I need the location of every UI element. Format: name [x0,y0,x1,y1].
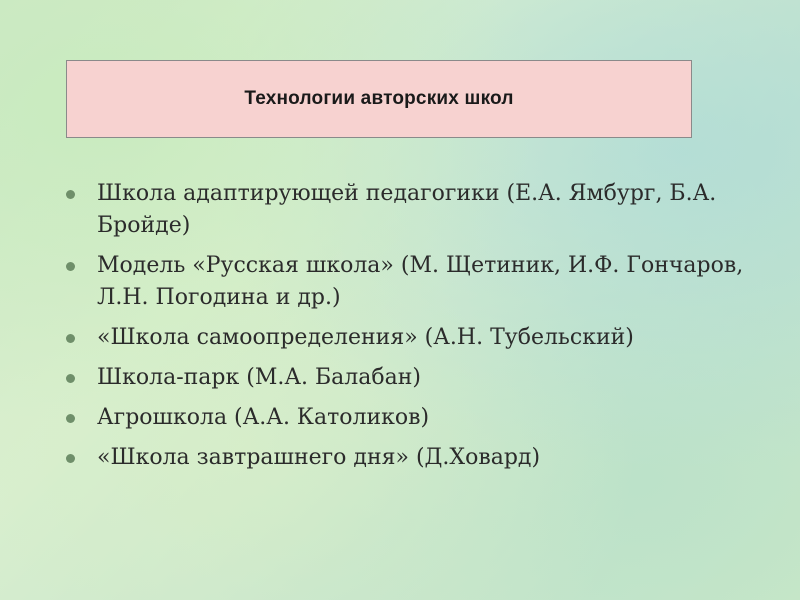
list-item-text: Школа адаптирующей педагогики (Е.А. Ямбург, Б.А. Бройде) [97,181,717,238]
title-box [66,60,692,138]
bullet-dot-icon [66,454,75,463]
list-item-text: Модель «Русская школа» (М. Щетиник, И.Ф. Гончаров, Л.Н. Погодина и др.) [97,253,744,310]
bullet-list [64,178,764,482]
list-item [64,402,764,434]
bullet-dot-icon [66,190,75,199]
list-item [64,362,764,394]
list-item [64,178,764,242]
bullet-dot-icon [66,262,75,271]
list-item-text: Школа-парк (М.А. Балабан) [97,365,421,390]
list-item [64,322,764,354]
list-item-text: Агрошкола (А.А. Католиков) [97,405,430,430]
list-item-text: «Школа самоопределения» (А.Н. Тубельский) [97,325,634,350]
bullet-dot-icon [66,414,75,423]
list-item-text: «Школа завтрашнего дня» (Д.Ховард) [97,445,541,470]
slide-title: Технологии авторских школ [244,88,514,109]
bullet-dot-icon [66,374,75,383]
list-item [64,442,764,474]
list-item [64,250,764,314]
bullet-dot-icon [66,334,75,343]
